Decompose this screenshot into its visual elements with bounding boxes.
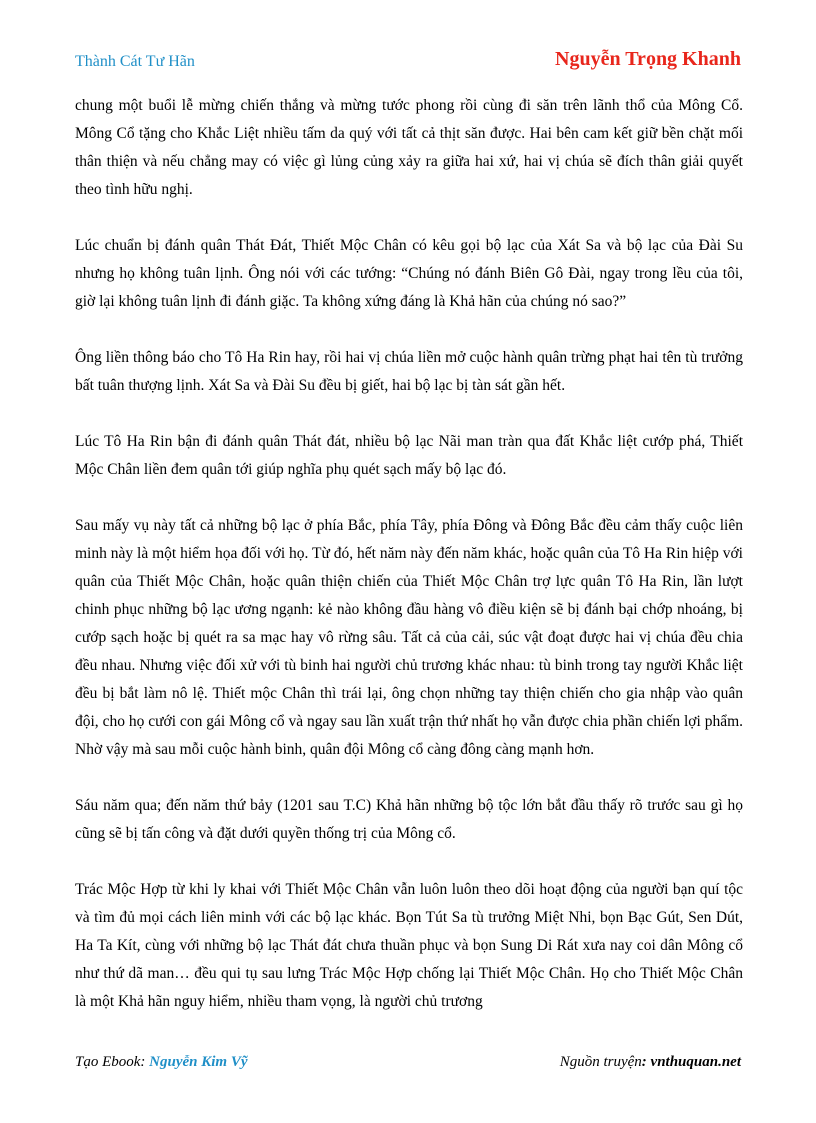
- creator-label: Tạo Ebook: [75, 1054, 141, 1070]
- creator-separator: :: [140, 1054, 150, 1070]
- creator-name: Nguyễn Kim Vỹ: [149, 1054, 248, 1070]
- author-name: Nguyễn Trọng Khanh: [555, 48, 741, 70]
- page-footer: [75, 1054, 741, 1078]
- book-title: Thành Cát Tư Hãn: [75, 53, 195, 70]
- source-separator: :: [641, 1054, 651, 1070]
- source-label: Nguồn truyện: [559, 1054, 642, 1070]
- page-content: [75, 92, 743, 1044]
- paragraph: Sau mấy vụ này tất cả những bộ lạc ở phía Bắc, phía Tây, phía Đông và Đông Bắc đều cảm thấy cuộc liên minh này là một hiểm họa đối với họ. Từ đó, hết năm này đến năm khác, hoặc quân của Tô Ha Rin hiệp với quân của Thiết Mộc Chân, hoặc quân thiện chiến của Thiết Mộc Chân trợ lực quân Tô Ha Rin, lần lượt chinh phục những bộ lạc ương ngạnh: kẻ nào không đầu hàng vô điều kiện sẽ bị đánh bại chớp nhoáng, bị cướp sạch hoặc bị quét ra sa mạc hay vô rừng sâu. Tất cả của cải, súc vật đoạt được hai vị chúa đều chia đều nhau. Nhưng việc đối xử với tù binh hai người chủ trương khác nhau: tù binh trong tay người Khắc liệt đều bị bắt làm nô lệ. Thiết mộc Chân thì trái lại, ông chọn những tay thiện chiến cho gia nhập vào quân đội, cho họ cưới con gái Mông cổ và ngay sau lần xuất trận thứ nhất họ vẫn được chia phần chiến lợi phẩm. Nhờ vậy mà sau mỗi cuộc hành binh, quân đội Mông cổ càng đông càng mạnh hơn.: [75, 517, 743, 758]
- paragraph: Lúc Tô Ha Rin bận đi đánh quân Thát đát, nhiều bộ lạc Nãi man tràn qua đất Khắc liệt cướp phá, Thiết Mộc Chân liền đem quân tới giúp nghĩa phụ quét sạch mấy bộ lạc đó.: [75, 433, 743, 478]
- paragraph: Ông liền thông báo cho Tô Ha Rin hay, rồi hai vị chúa liền mở cuộc hành quân trừng phạt hai tên tù trưởng bất tuân thượng lịnh. Xát Sa và Đài Su đều bị giết, hai bộ lạc bị tàn sát gần hết.: [75, 349, 743, 394]
- source-credit: [560, 1054, 741, 1071]
- paragraph: Sáu năm qua; đến năm thứ bảy (1201 sau T.C) Khả hãn những bộ tộc lớn bắt đầu thấy rõ trước sau gì họ cũng sẽ bị tấn công và đặt dưới quyền thống trị của Mông cổ.: [75, 797, 743, 842]
- paragraph: chung một buổi lễ mừng chiến thắng và mừng tước phong rồi cùng đi săn trên lãnh thổ của Mông Cổ. Mông Cổ tặng cho Khắc Liệt nhiều tấm da quý với tất cả thịt săn được. Hai bên cam kết giữ bền chặt mối thân thiện và nếu chẳng may có việc gì lủng củng xảy ra giữa hai xứ, hai vị chúa sẽ đích thân giải quyết theo tình hữu nghị.: [75, 97, 743, 198]
- page-header: [75, 48, 741, 78]
- paragraph: Trác Mộc Hợp từ khi ly khai với Thiết Mộc Chân vẫn luôn luôn theo dõi hoạt động của người bạn quí tộc và tìm đủ mọi cách liên minh với các bộ lạc khác. Bọn Tút Sa tù trưởng Miệt Nhi, bọn Bạc Gút, Sen Dút, Ha Ta Kít, cùng với những bộ lạc Thát đát chưa thuần phục và bọn Sung Di Rát xưa nay coi dân Mông cổ như thứ dã man… đều qui tụ sau lưng Trác Mộc Hợp chống lại Thiết Mộc Chân. Họ cho Thiết Mộc Chân là một Khả hãn nguy hiểm, nhiều tham vọng, là người chủ trương: [75, 881, 743, 1010]
- ebook-credit: [75, 1054, 248, 1071]
- source-site-link[interactable]: vnthuquan.net: [650, 1054, 741, 1070]
- paragraph: Lúc chuẩn bị đánh quân Thát Đát, Thiết Mộc Chân có kêu gọi bộ lạc của Xát Sa và bộ lạc của Đài Su nhưng họ không tuân lịnh. Ông nói với các tướng: “Chúng nó đánh Biên Gô Đài, ngay trong lều của tôi, giờ lại không tuân lịnh đi đánh giặc. Ta không xứng đáng là Khả hãn của chúng nó sao?”: [75, 237, 743, 310]
